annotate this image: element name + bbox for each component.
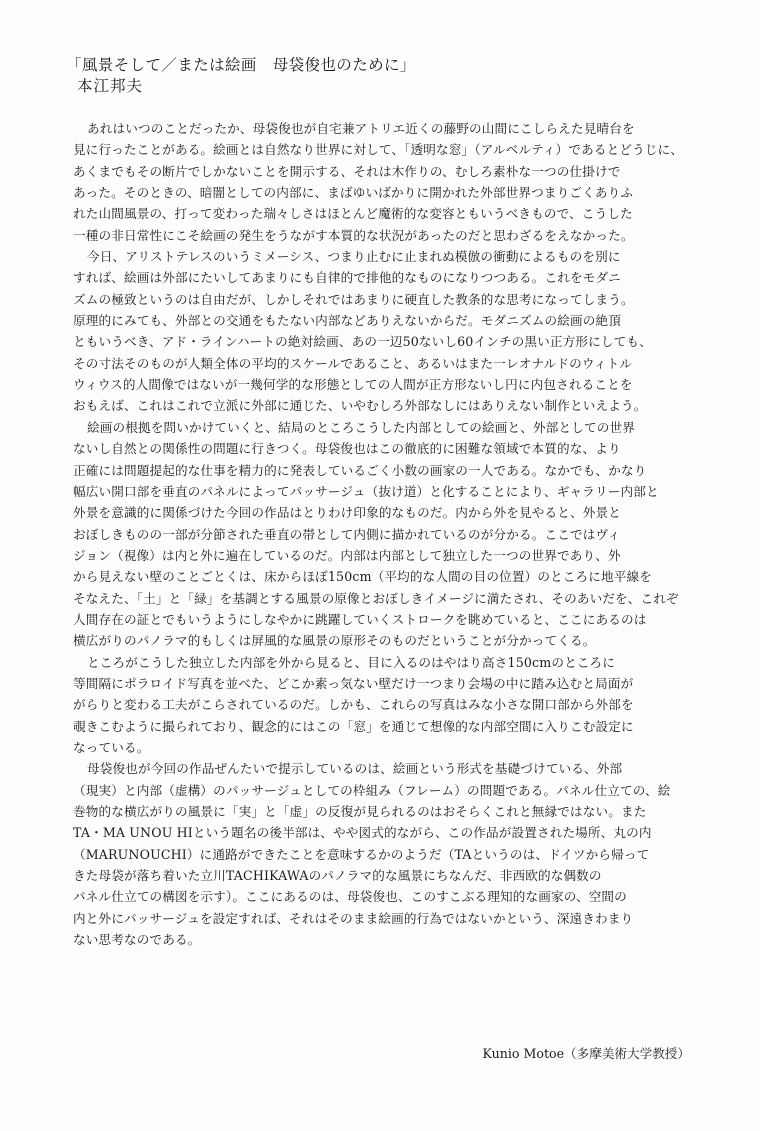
paragraph [73, 758, 693, 950]
author-name: 本江邦夫 [77, 77, 144, 95]
text-line: がらりと変わる工夫がこらされているのだ。しかも、これらの写真はみな小さな開口部から外部を [73, 697, 634, 713]
text-line: TA・MA UNOU HIという題名の後半部は、やや図式的ながら、この作品が設置された場所、丸の内 [73, 825, 652, 841]
text-line: 内と外にパッサージュを設定すれば、それはそのまま絵画的行為ではないかという、深遠きわまり [73, 910, 634, 926]
text-line: 一種の非日常性にこそ絵画の発生をうながす本質的な状況があったのだと思わざるをえなかった。 [73, 227, 634, 243]
text-line: 正確には問題提起的な仕事を精力的に発表しているごく小数の画家の一人である。なかでも、かなり [73, 462, 647, 478]
text-line: きた母袋が落ち着いた立川TACHIKAWAのパノラマ的な風景にちなんだ、非西欧的な偶数の [73, 868, 602, 884]
text-line: 横広がりのパノラマ的もしくは屏風的な風景の原形そのものだということが分かってくる。 [73, 633, 596, 649]
text-line: ないし自然との関係性の問題に行きつく。母袋俊也はこの徹底的に困難な領域で本質的な、より [73, 441, 621, 457]
text-line: その寸法そのものが人類全体の平均的スケールであること、あるいはまた一レオナルドのウィトル [73, 355, 633, 371]
text-line: 覗きこむように撮られており、観念的にはこの「窓」を通じて想像的な内部空間に入りこむ設定に [73, 718, 634, 734]
essay-body [73, 118, 693, 950]
text-line: ズムの極致というのは自由だが、しかしそれではあまりに硬直した教条的な思考になってしまう。 [73, 291, 634, 307]
text-line: 母袋俊也が今回の作品ぜんたいで提示しているのは、絵画という形式を基礎づけている、外部 [87, 761, 623, 777]
text-line: 人間存在の証とでもいうようにしなやかに跳躍していくストロークを眺めていると、ここにあるのは [73, 611, 647, 627]
text-line: ジョン（視像）は内と外に遍在しているのだ。内部は内部として独立した一つの世界であり、外 [73, 547, 621, 563]
text-line: （現実）と内部（虚構）のパッサージュとしての枠組み（フレーム）の問題である。パネル仕立ての、絵 [73, 782, 671, 798]
text-line: 外景を意識的に関係づけた今回の作品はとりわけ印象的なものだ。内から外を見やると、外景と [73, 505, 621, 521]
text-line: （MARUNOUCHI）に通路ができたことを意味するかのようだ（TAというのは、ドイツから帰って [73, 846, 650, 862]
paragraph [73, 417, 693, 652]
text-line: おもえば、これはこれで立派に外部に通じた、いやむしろ外部なしにはありえない制作といえよう。 [73, 398, 647, 414]
text-line: ウィウス的人間像ではないが一幾何学的な形態としての人間が正方形ないし円に内包されることを [73, 377, 633, 393]
signature: Kunio Motoe（多摩美術大学教授） [482, 1046, 690, 1061]
text-line: ない思考なのである。 [73, 932, 201, 948]
text-line: 幅広い開口部を垂直のパネルによってパッサージュ（抜け道）と化することにより、ギャラリー内部と [73, 483, 659, 499]
text-line: パネル仕立ての構図を示す）。ここにあるのは、母袋俊也、このすこぶる理知的な画家の、空間の [73, 889, 627, 905]
text-line: れた山間風景の、打って変わった瑞々しさはほとんど魔術的な変容ともいうべきもので、こうした [73, 206, 633, 222]
text-line: 原理的にみても、外部との交通をもたない内部などありえないからだ。モダニズムの絵画の絶頂 [73, 313, 621, 329]
title-block [66, 55, 416, 96]
text-line: あくまでもその断片でしかないことを開示する、それは木作りの、むしろ素朴な一つの仕掛けで [73, 163, 621, 179]
text-line: あった。そのときの、暗闇としての内部に、まばゆいばかりに開かれた外部世界つまりごくありふ [73, 185, 634, 201]
paragraph [73, 246, 693, 417]
paragraph [73, 652, 693, 759]
text-line: 今日、アリストテレスのいうミメーシス、つまり止むに止まれぬ模倣の衝動によるものを別に [87, 249, 621, 265]
text-line: 絵画の根拠を問いかけていくと、結局のところこうした内部としての絵画と、外部としての世界 [87, 419, 635, 435]
text-line: 等間隔にポラロイド写真を並べた、どこか素っ気ない壁だけ一つまり会場の中に踏み込むと局面が [73, 675, 634, 691]
text-line: 巻物的な横広がりの風景に「実」と「虚」の反復が見られるのはおそらくこれと無縁ではない。また [73, 804, 647, 819]
text-line: あれはいつのことだったか、母袋俊也が自宅兼アトリエ近くの藤野の山間にこしらえた見晴台を [87, 121, 635, 136]
text-line: ともいうべき、アド・ラインハートの絶対絵画、あの一辺50ないし60インチの黒い正方形にしても、 [73, 334, 652, 350]
text-line: そなえた、「土」と「緑」を基調とする風景の原像とおぼしきイメージに満たされ、そのあいだを、これぞ [73, 590, 679, 606]
text-line: ところがこうした独立した内部を外から見ると、目に入るのはやはり高さ150cmのところに [87, 654, 616, 670]
text-line: から見えない壁のことごとくは、床からほぼ150cm（平均的な人間の目の位置）のところに地平線を [73, 569, 653, 585]
text-line: おぼしきものの一部が分節された垂直の帯として内側に描かれているのが分かる。ここではヴィ [73, 526, 621, 542]
text-line: 見に行ったことがある。絵画とは自然なり世界に対して、「透明な窓」（アルベルティ）であるとどうじに、 [73, 142, 684, 158]
essay-title: 「風景そして／または絵画 母袋俊也のために」 [66, 56, 416, 74]
paragraph [73, 118, 693, 246]
text-line: すれば、絵画は外部にたいしてあまりにも自律的で排他的なものになりつつある。これをモダニ [73, 270, 621, 286]
text-line: なっている。 [73, 739, 150, 755]
